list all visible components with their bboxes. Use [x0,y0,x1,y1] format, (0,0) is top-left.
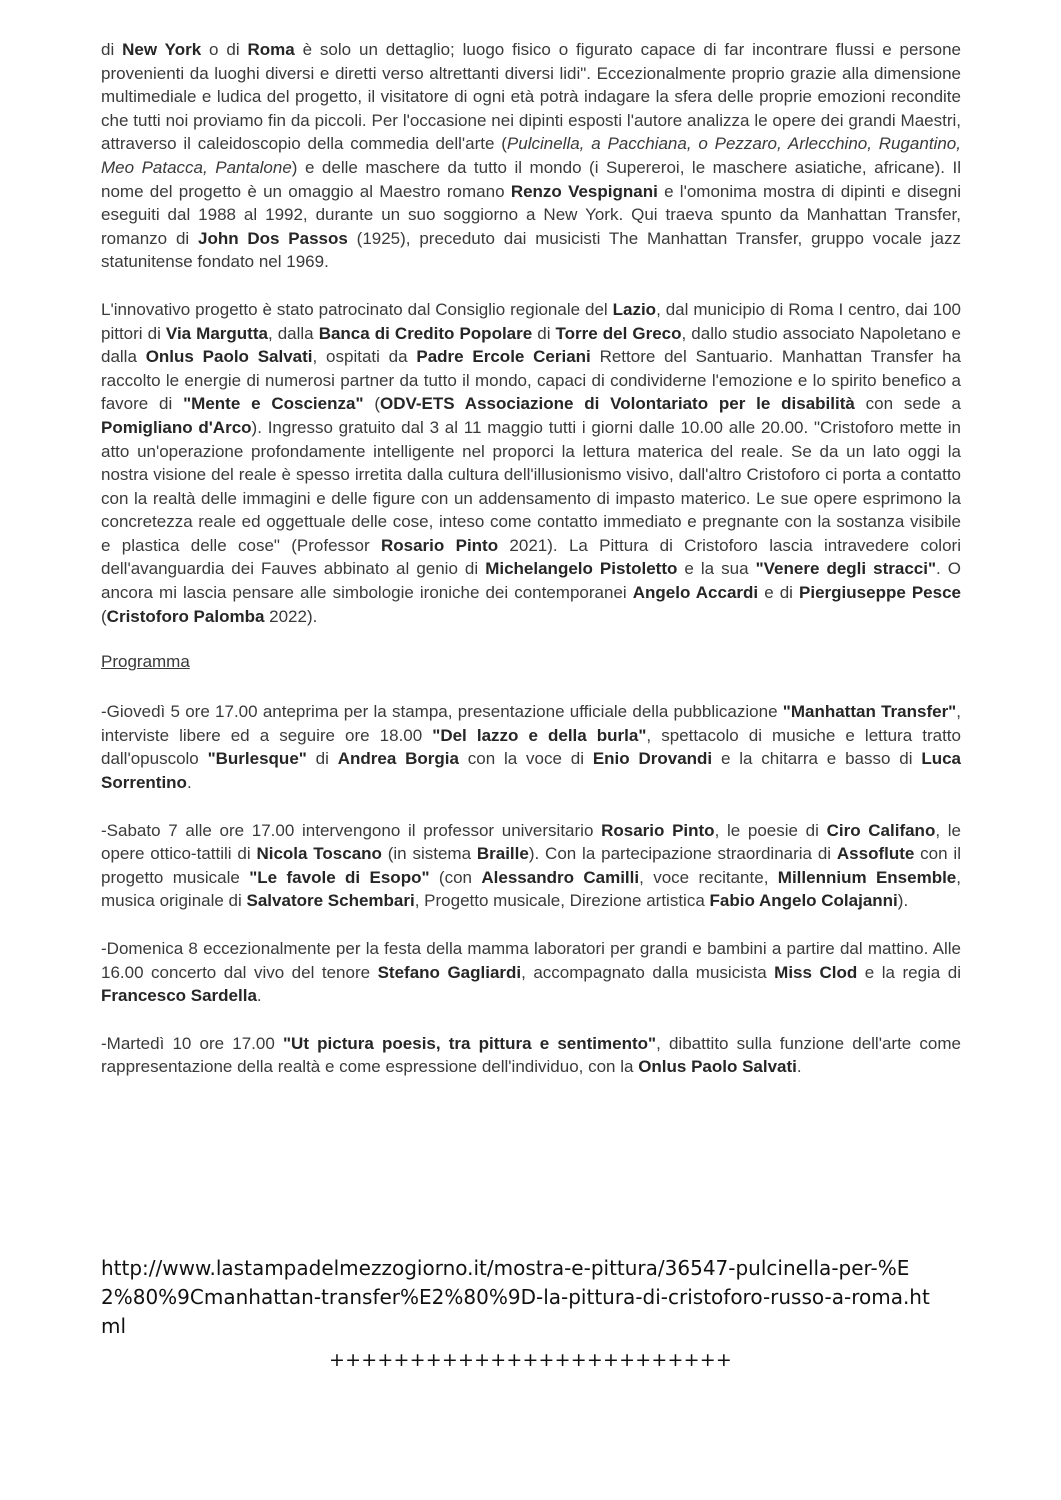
bold-text: Banca di Credito Popolare [318,323,533,343]
bold-text: Rosario Pinto [601,820,715,840]
bold-text: Via Margutta [165,323,268,343]
bold-text: Francesco Sardella [101,986,257,1006]
event-martedi: -Martedì 10 ore 17.00 "Ut pictura poesis, tra pittura e sentimento", dibattito sulla funzione dell'arte come rappresentazione della realtà e come espressione dell'individuo, con la Onlus Paolo Salvati. [101,1033,961,1077]
event-sabato: -Sabato 7 alle ore 17.00 intervengono il professor universitario Rosario Pinto, le poesie di Ciro Califano, le opere ottico-tattili di Nicola Toscano (in sistema Braille). Con la partecipazione straordinaria di Assoflute con il progetto musicale "Le favole di Esopo" (con Alessandro Camilli, voce recitante, Millennium Ensemble, musica originale di Salvatore Schembari, Progetto musicale, Direzione artistica Fabio Angelo Colajanni). [101,820,961,911]
bold-text: Millennium Ensemble [777,867,957,887]
bold-text: Pomigliano d'Arco [101,417,252,437]
separator-line: +++++++++++++++++++++++++ [329,1349,732,1371]
bold-text: "Burlesque" [207,749,307,769]
bold-text: Angelo Accardi [632,583,759,603]
paragraph-intro: di New York o di Roma è solo un dettaglio; luogo fisico o figurato capace di far incontrare flussi e persone provenienti da luoghi diversi e diretti verso altrettanti diversi lidi". Eccezionalmente proprio grazie alla dimensione multimediale e ludica del progetto, il visitatore di ogni età potrà indagare la sfera delle proprie emozioni recondite che tutti noi proviamo fin da piccoli. Per l'occasione nei dipinti esposti l'autore analizza le opere dei grandi Maestri, attraverso il caleidoscopio della commedia dell'arte (Pulcinella, a Pacchiana, o Pezzaro, Arlecchino, Rugantino, Meo Patacca, Pantalone) e delle maschere da tutto il mondo (i Supereroi, le maschere asiatiche, africane). Il nome del progetto è un omaggio al Maestro romano Renzo Vespignani e l'omonima mostra di dipinti e disegni eseguiti dal 1988 al 1992, durante un suo soggiorno a New York. Qui traeva spunto da Manhattan Transfer, romanzo di John Dos Passos (1925), preceduto dai musicisti The Manhattan Transfer, gruppo vocale jazz statunitense fondato nel 1969. [101,40,961,272]
bold-text: Enio Drovandi [592,749,713,769]
bold-text: Andrea Borgia [337,749,459,769]
bold-text: "Le favole di Esopo" [249,867,430,887]
bold-text: "Mente e Coscienza" [183,394,364,414]
source-link[interactable]: http://www.lastampadelmezzogiorno.it/mostra-e-pittura/36547-pulcinella-per-%E2%80%9Cmanhattan-transfer%E2%80%9D-la-pittura-di-cristoforo-russo-a-roma.html [101,1256,930,1338]
bold-text: "Del lazzo e della burla" [432,725,647,745]
bold-text: Lazio [612,299,657,319]
bold-text: Assoflute [836,844,915,864]
document-body [101,38,961,1079]
bold-text: ODV-ETS Associazione di Volontariato per le disabilità [380,394,855,414]
bold-text: Luca Sorrentino [101,749,961,793]
event-giovedi: -Giovedì 5 ore 17.00 anteprima per la stampa, presentazione ufficiale della pubblicazione "Manhattan Transfer", interviste libere ed a seguire ore 18.00 "Del lazzo e della burla", spettacolo di musiche e lettura tratto dall'opuscolo "Burlesque" di Andrea Borgia con la voce di Enio Drovandi e la chitarra e basso di Luca Sorrentino. [101,702,961,793]
paragraph-sponsors: L'innovativo progetto è stato patrocinato dal Consiglio regionale del Lazio, dal municipio di Roma I centro, dai 100 pittori di Via Margutta, dalla Banca di Credito Popolare di Torre del Greco, dallo studio associato Napoletano e dalla Onlus Paolo Salvati, ospitati da Padre Ercole Ceriani Rettore del Santuario. Manhattan Transfer ha raccolto le energie di numerosi partner da tutto il mondo, capaci di condividerne l'emozione e lo spirito benefico a favore di "Mente e Coscienza" (ODV-ETS Associazione di Volontariato per le disabilità con sede a Pomigliano d'Arco). Ingresso gratuito dal 3 al 11 maggio tutti i giorni dalle 10.00 alle 20.00. "Cristoforo mette in atto un'operazione profondamente intelligente nel proporci la lettura materica del reale. Se da un lato oggi la nostra visione del reale è spesso irretita dalla cultura dell'illusionismo visivo, dall'altro Cristoforo ci porta a contatto con la realtà delle immagini e delle figure con un addensamento di impasto materico. Le sue opere esprimono la concretezza reale ed oggettuale delle cose, inteso come contatto immediato e pregnante con la sostanza visibile e plastica delle cose" (Professor Rosario Pinto 2021). La Pittura di Cristoforo lascia intravedere colori dell'avanguardia dei Fauves abbinato al genio di Michelangelo Pistoletto e la sua "Venere degli stracci". O ancora mi lascia pensare alle simbologie ironiche dei contemporanei Angelo Accardi e di Piergiuseppe Pesce (Cristoforo Palomba 2022). [101,299,962,626]
bold-text: Rosario Pinto [380,535,499,555]
bold-text: Renzo Vespignani [510,181,658,201]
bold-text: Alessandro Camilli [481,867,640,887]
bold-text: Onlus Paolo Salvati [638,1057,797,1077]
bold-text: Ciro Califano [826,820,936,840]
bold-text: Braille [476,844,529,864]
bold-text: Roma [247,40,295,59]
bold-text: "Manhattan Transfer" [782,702,957,722]
bold-text: Miss Clod [774,962,858,982]
programma-heading: Programma [101,652,190,672]
bold-text: Padre Ercole Ceriani [416,347,591,367]
bold-text: Piergiuseppe Pesce [799,583,962,603]
bold-text: New York [122,40,202,59]
bold-text: Onlus Paolo Salvati [145,347,313,367]
event-domenica: -Domenica 8 eccezionalmente per la festa della mamma laboratori per grandi e bambini a partire dal mattino. Alle 16.00 concerto dal vivo del tenore Stefano Gagliardi, accompagnato dalla musicista Miss Clod e la regia di Francesco Sardella. [101,939,961,1006]
bold-text: John Dos Passos [197,228,348,248]
bold-text: Torre del Greco [555,323,682,343]
bold-text: Cristoforo Palomba [106,606,265,626]
bold-text: "Venere degli stracci" [755,559,937,579]
bold-text: Stefano Gagliardi [377,962,522,982]
bold-text: Fabio Angelo Colajanni [709,891,898,911]
italic-text: Pulcinella, a Pacchiana, o Pezzaro, Arlecchino, Rugantino, Meo Patacca, Pantalone [101,134,961,177]
bold-text: "Ut pictura poesis, tra pittura e sentimento" [283,1033,657,1053]
bold-text: Michelangelo Pistoletto [485,559,678,579]
bold-text: Salvatore Schembari [246,891,415,911]
bold-text: Nicola Toscano [256,844,382,864]
